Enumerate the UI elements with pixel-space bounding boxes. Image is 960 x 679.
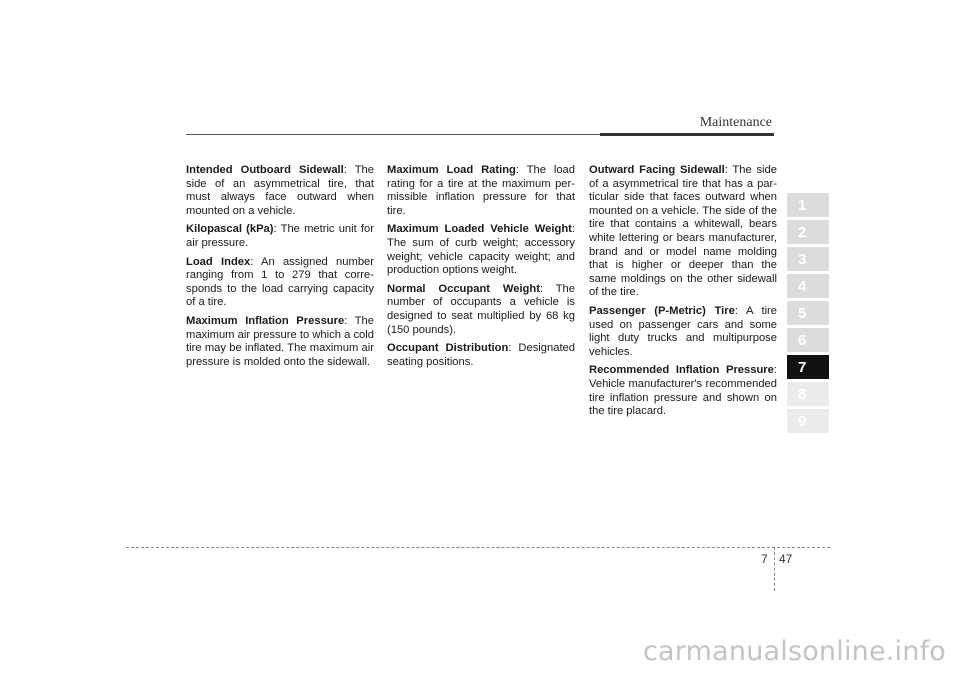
glossary-entry [186,315,374,369]
glossary-definition: : The sum of curb weight; accessory weight; vehicle capacity weight; and production options weight. [387,223,575,277]
glossary-entry [387,283,575,337]
chapter-tab-1[interactable]: 1 [787,193,829,217]
watermark: carmanualsonline.info [643,636,946,667]
page-number: 47 [779,552,793,566]
chapter-tab-4[interactable]: 4 [787,274,829,298]
glossary-term: Intended Outboard Sidewall [186,164,344,176]
glossary-term: Outward Facing Sidewall [589,164,725,176]
page-section-title: Maintenance [699,115,772,130]
chapter-tab-7-active[interactable]: 7 [787,355,829,379]
glossary-term: Maximum Load Rating [387,164,516,176]
glossary-entry [387,164,575,218]
glossary-entry [589,305,777,359]
glossary-term: Recommended Inflation Pressure [589,364,774,377]
glossary-entry [186,223,374,250]
glossary-definition: : Designated seating positions. [387,342,575,368]
header-rule-accent [600,133,774,136]
glossary-definition: : The number of occupants a vehicle is designed to seat multiplied by 68 kg (150 pounds). [387,282,576,336]
text-column-2 [387,164,575,374]
glossary-entry [589,364,777,418]
glossary-term: Occupant Distribution [387,342,509,355]
glossary-definition: : The maximum air pressure to which a cold tire may be inflated. The maximum air pressure is molded onto the sidewall. [186,314,374,368]
text-column-3 [589,164,777,424]
glossary-entry [387,223,575,277]
glossary-term: Maximum Inflation Pressure [186,314,345,327]
glossary-entry [186,164,374,218]
glossary-entry [589,164,777,300]
chapter-tab-3[interactable]: 3 [787,247,829,271]
glossary-term: Load Index [186,255,251,268]
page-chapter-number: 7 [761,552,768,566]
glossary-definition: : The metric unit for air pressure. [186,223,374,249]
glossary-definition: : A tire used on passenger cars and some light duty trucks and multipurpose vehicles. [589,304,777,358]
glossary-term: Passenger (P-Metric) Tire [589,304,735,317]
glossary-term: Normal Occupant Weight [387,282,540,295]
chapter-tab-9[interactable]: 9 [787,409,829,433]
glossary-definition: : The load rating for a tire at the maximum permissible inflation pressure for that tire. [387,164,575,217]
footer-rule [126,547,830,548]
footer-divider [774,547,775,591]
chapter-tab-2[interactable]: 2 [787,220,829,244]
chapter-tab-5[interactable]: 5 [787,301,829,325]
chapter-tab-8[interactable]: 8 [787,382,829,406]
glossary-term: Kilopascal (kPa) [186,223,274,236]
glossary-definition: : The side of an asymmetrical tire, that must always face outward when mounted on a vehicle. [186,164,374,217]
glossary-entry [186,256,374,310]
glossary-term: Maximum Loaded Vehicle Weight [387,223,572,236]
text-column-1 [186,164,374,374]
glossary-definition: : The side of a asymmetrical tire that has a particular side that faces outward when mounted on a vehicle. The side of the tire that contains a whitewall, bears white lettering or bears manufacturer, brand and or model name molding that is higher or deeper than the same moldings on the other sidewall of the tire. [589,164,777,299]
glossary-definition: : An assigned number ranging from 1 to 279 that corresponds to the load carrying capacity of a tire. [186,255,374,309]
chapter-tabs [787,193,829,436]
glossary-entry [387,342,575,369]
glossary-definition: : Vehicle manufacturer's recommended tire inflation pressure and shown on the tire placard. [589,364,777,418]
chapter-tab-6[interactable]: 6 [787,328,829,352]
